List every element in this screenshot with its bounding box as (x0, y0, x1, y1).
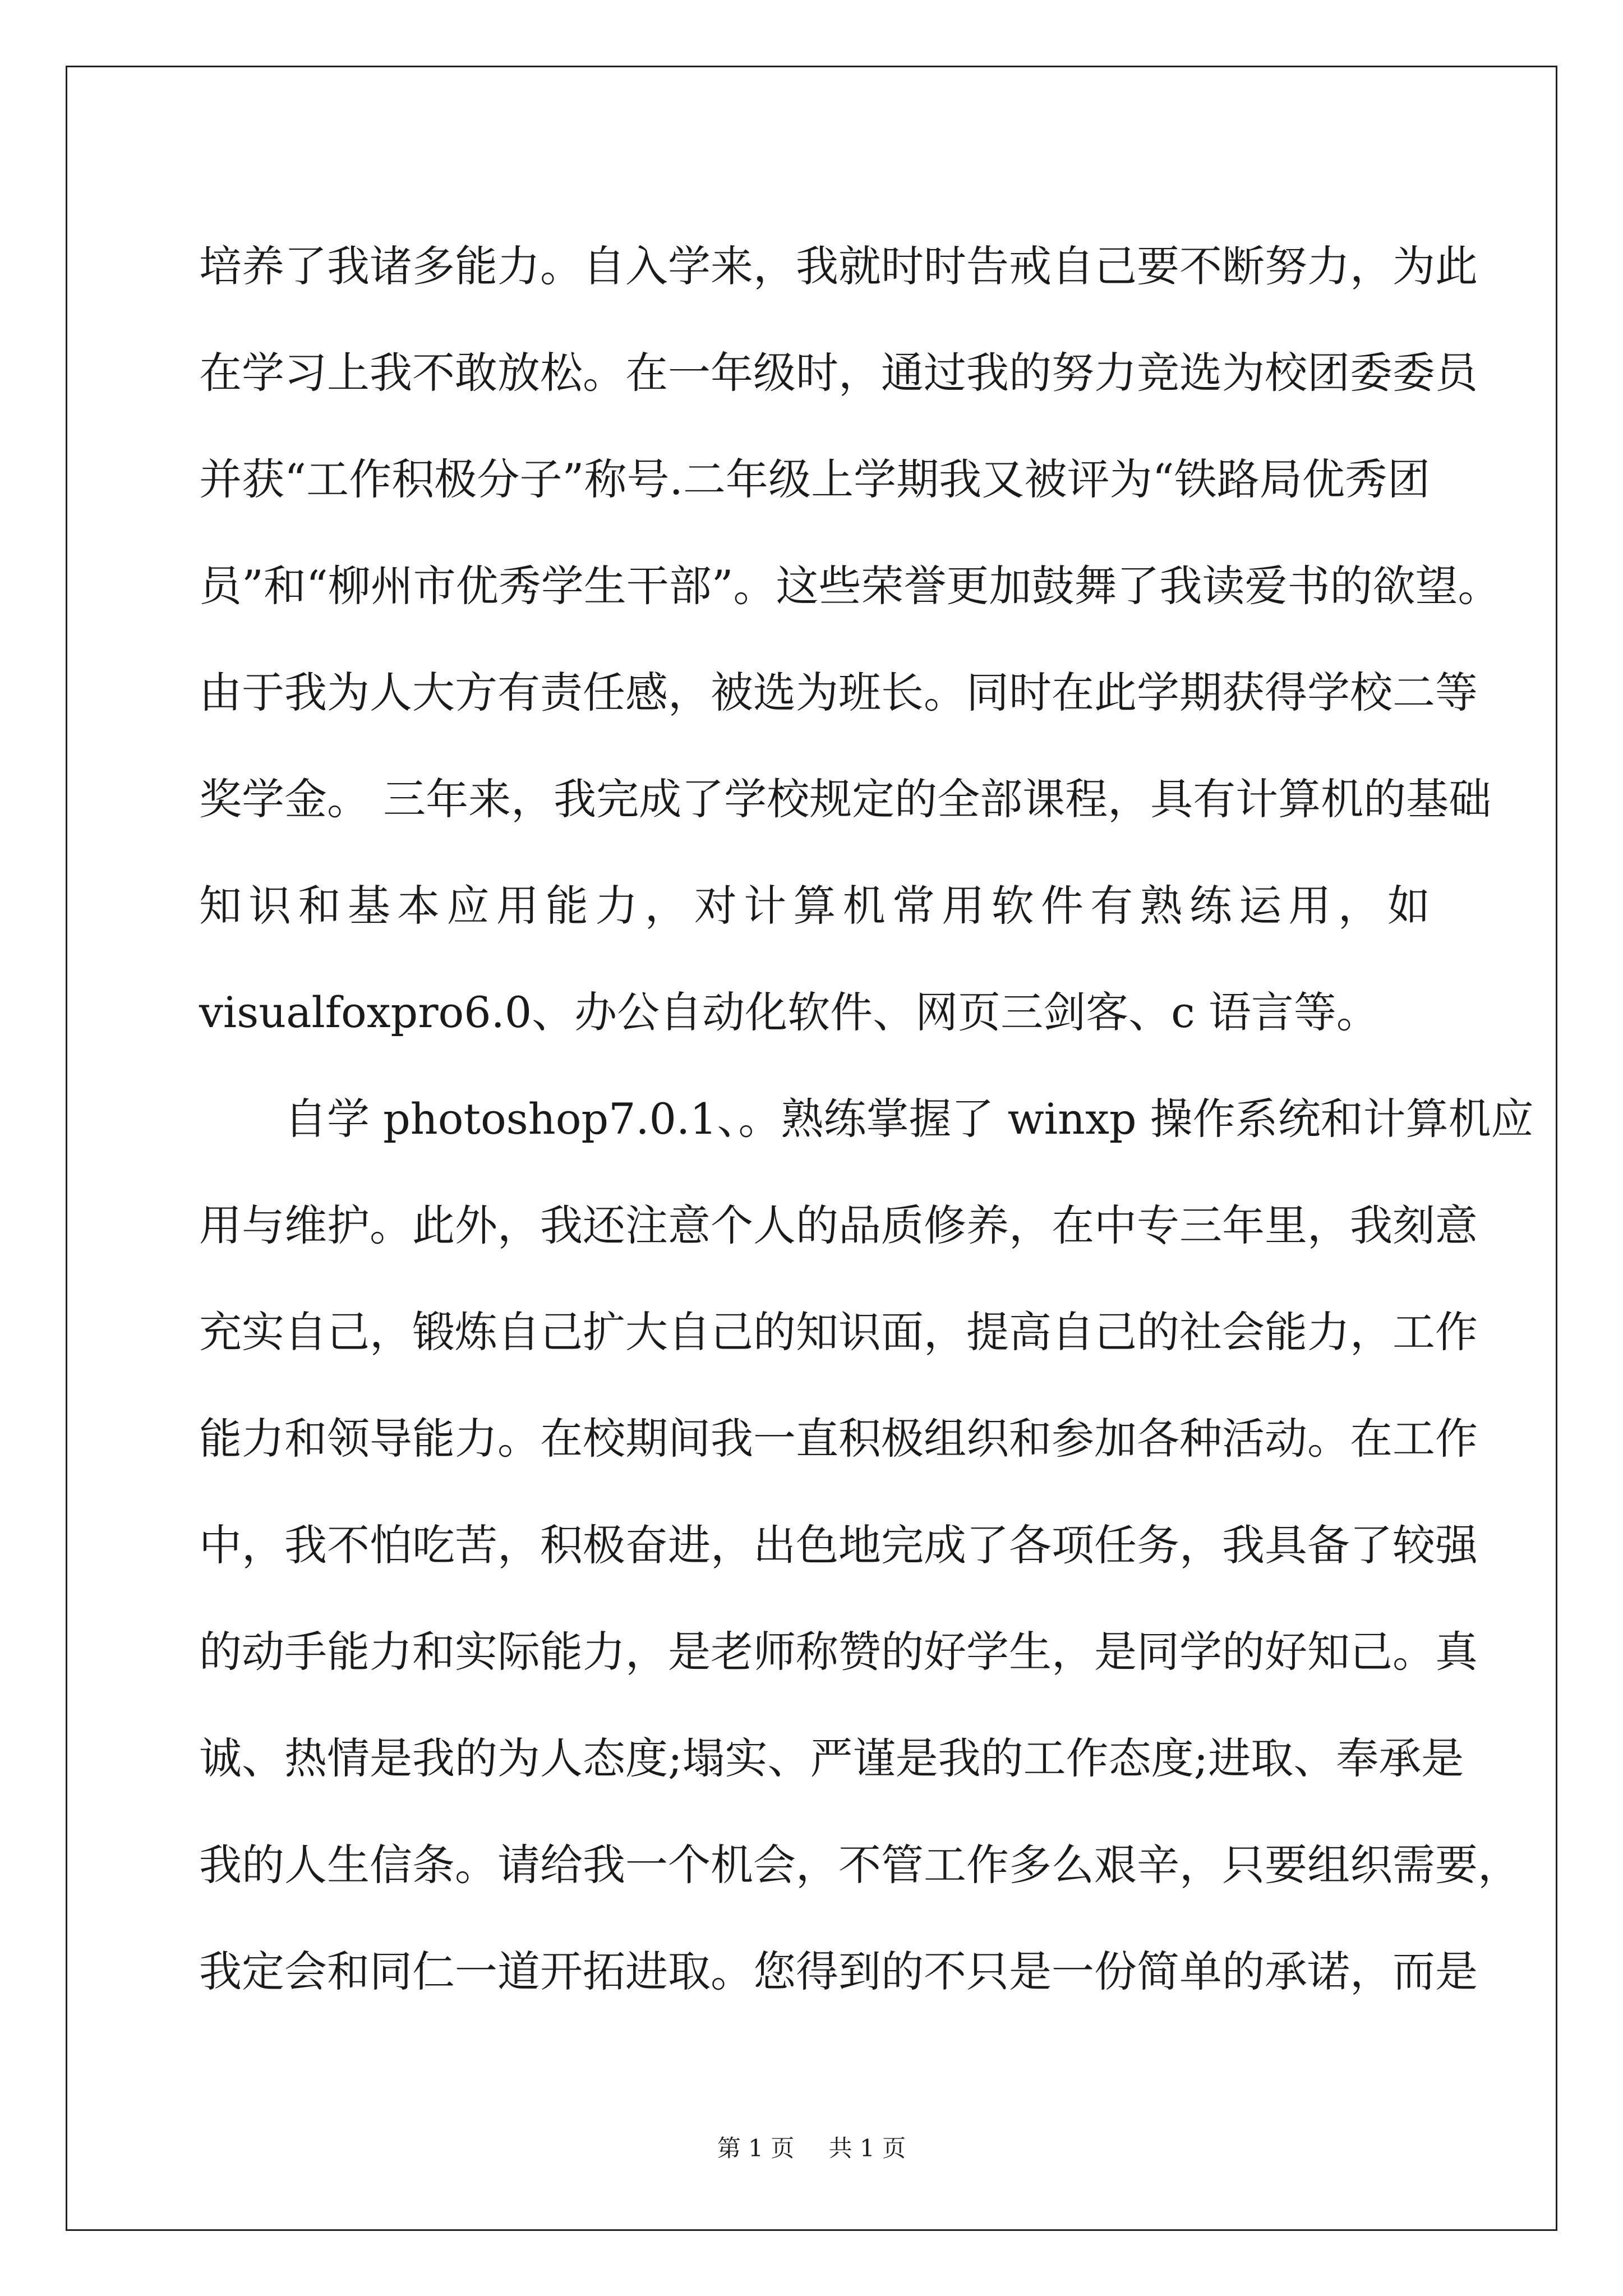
text-line: visualfoxpro6.0、办公自动化软件、网页三剑客、c 语言等。 (199, 987, 1379, 1037)
paragraph-first-line: 自学 photoshop7.0.1、。熟练掌握了 winxp 操作系统和计算机应 (284, 1094, 1534, 1144)
text-line: 知识和基本应用能力，对计算机常用软件有熟练运用，如 (199, 881, 1430, 931)
text-line: 培养了我诸多能力。自入学来，我就时时告戒自己要不断努力，为此 (199, 241, 1478, 291)
text-line: 在学习上我不敢放松。在一年级时，通过我的努力竞选为校团委委员 (199, 348, 1478, 398)
text-line: 由于我为人大方有责任感，被选为班长。同时在此学期获得学校二等 (199, 668, 1478, 717)
page-footer (0, 2132, 1623, 2165)
document-body (199, 213, 1534, 2025)
page-total: 共 1 页 (828, 2134, 906, 2162)
text-line: 能力和领导能力。在校期间我一直积极组织和参加各种活动。在工作 (199, 1414, 1478, 1464)
text-line: 中，我不怕吃苦，积极奋进，出色地完成了各项任务，我具备了较强 (199, 1520, 1478, 1570)
text-line: 并获“工作积极分子”称号.二年级上学期我又被评为“铁路局优秀团 (199, 454, 1430, 504)
text-line: 我的人生信条。请给我一个机会，不管工作多么艰辛，只要组织需要， (199, 1840, 1520, 1890)
text-line: 我定会和同仁一道开拓进取。您得到的不只是一份简单的承诺，而是 (199, 1947, 1478, 1996)
text-line: 充实自己，锻炼自己扩大自己的知识面，提高自己的社会能力，工作 (199, 1307, 1478, 1357)
text-line: 奖学金。 三年来，我完成了学校规定的全部课程，具有计算机的基础 (199, 774, 1492, 824)
text-line: 员”和“柳州市优秀学生干部”。这些荣誉更加鼓舞了我读爱书的欲望。 (199, 561, 1501, 611)
text-line: 用与维护。此外，我还注意个人的品质修养，在中专三年里，我刻意 (199, 1200, 1478, 1250)
text-line: 的动手能力和实际能力，是老师称赞的好学生，是同学的好知己。真 (199, 1627, 1478, 1677)
text-line: 诚、热情是我的为人态度;塌实、严谨是我的工作态度;进取、奉承是 (199, 1733, 1464, 1783)
page-number: 第 1 页 (717, 2134, 795, 2162)
